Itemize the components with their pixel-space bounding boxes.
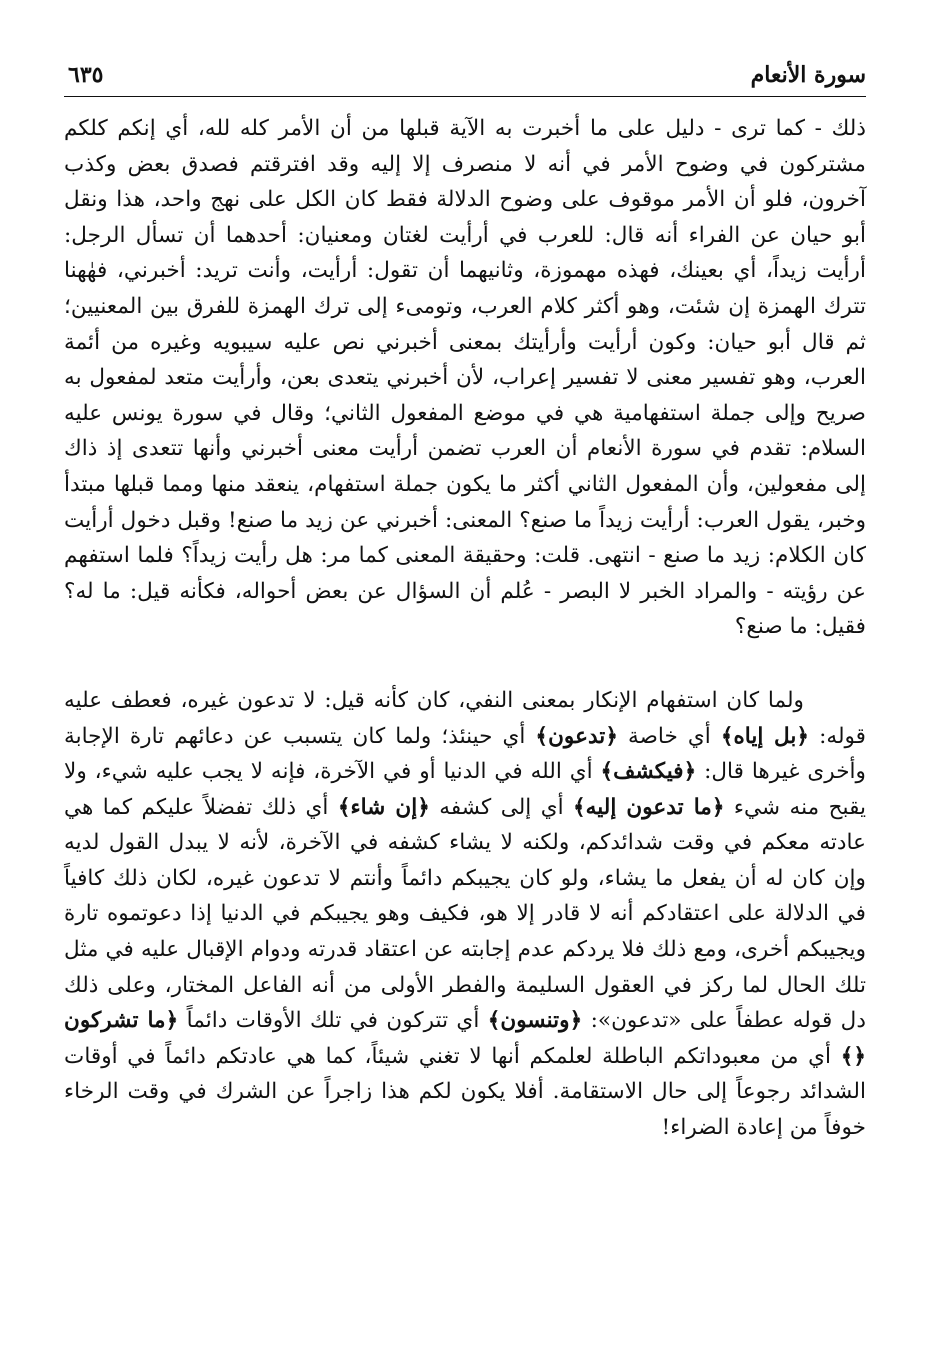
quran-phrase-5: ﴿إن شاء﴾: [337, 794, 430, 820]
paragraph-2-text-4: أي الله في الدنيا أو في الآخرة، فإنه لا يجب عليه شيء، ولا يقبح منه شيء: [64, 759, 866, 820]
paragraph-2-text-5: أي إلى كشفه: [429, 794, 574, 820]
paragraph-2-text-7: أي تتركون في تلك الأوقات دائماً: [178, 1008, 488, 1034]
quran-phrase-3: ﴿فيكشف﴾: [600, 759, 697, 785]
paragraph-2-text-3: أي حينئذ؛ ولما كان يتسبب عن دعائهم تارة الإجابة وأخرى غيرها قال:: [64, 723, 866, 785]
paragraph-2: [64, 683, 866, 1146]
book-page: [64, 54, 866, 1304]
paragraph-2-text-8: أي من معبوداتكم الباطلة لعلمكم أنها لا تغني شيئاً، كما هي عادتكم دائماً في أوقات الشدائد رجوعاً إلى حال الاستقامة. أفلا يكون لكم هذا زاجراً عن الشرك في وقت الرخاء خوفاً من إعادة الضراء!: [64, 1043, 866, 1141]
quran-phrase-4: ﴿ما تدعون إليه﴾: [573, 794, 725, 820]
quran-phrase-6: ﴿وتنسون﴾: [487, 1008, 583, 1034]
page-header: [64, 54, 866, 97]
surah-title: سورة الأنعام: [750, 62, 866, 88]
quran-phrase-2: ﴿تدعون﴾: [535, 723, 618, 749]
paragraph-1: ذلك - كما ترى - دليل على ما أخبرت به الآية قبلها من أن الأمر كله لله، أي إنكم كلكم مشتركون في وضوح الأمر في أنه لا منصرف إلا إليه وقد افترقتم فصدق بعض وكذب آخرون، فلو أن الأمر موقوف على وضوح الدلالة فقط كان الكل على نهج واحد، هذا ونقل أبو حيان عن الفراء أنه قال: للعرب في أرأيت لغتان ومعنيان: أحدهما أن تسأل الرجل: أرأيت زيداً، أي بعينك، فهذه مهموزة، وثانيهما أن تقول: أرأيت، وأنت تريد: أخبرني، فهٰهنا تترك الهمزة إن شئت، وهو أكثر كلام العرب، وتومىء إلى ترك الهمزة للفرق بين المعنيين؛ ثم قال أبو حيان: وكون أرأيت وأرأيتك بمعنى أخبرني نص عليه سيبويه وغيره من أئمة العرب، وهو تفسير معنى لا تفسير إعراب، لأن أخبرني يتعدى بعن، وأرأيت متعد لمفعول به صريح وإلى جملة استفهامية هي في موضع المفعول الثاني؛ وقال في سورة يونس عليه السلام: تقدم في سورة الأنعام أن العرب تضمن أرأيت معنى أخبرني وأنها تتعدى إذ ذاك إلى مفعولين، وأن المفعول الثاني أكثر ما يكون جملة استفهام، ينعقد منها ومما قبلها مبتدأ وخبر، يقول العرب: أرأيت زيداً ما صنع؟ المعنى: أخبرني عن زيد ما صنع! وقبل دخول أرأيت كان الكلام: زيد ما صنع - انتهى. قلت: وحقيقة المعنى كما مر: هل رأيت زيداً؟ فلما استفهم عن رؤيته - والمراد الخبر لا البصر - عُلم أن السؤال عن بعض أحواله، فكأنه قيل: ما له؟ فقيل: ما صنع؟: [64, 116, 866, 640]
quran-phrase-1: ﴿بل إياه﴾: [720, 723, 810, 749]
quran-phrase-7: ﴿ما تشركون ﴿﴾: [64, 1008, 866, 1069]
page-number: ٦٣٥: [68, 62, 104, 88]
paragraph-2-text-1: ولما كان استفهام الإنكار بمعنى النفي، كان كأنه قيل: لا تدعون غيره، فعطف عليه قوله:: [64, 687, 866, 749]
paragraph-2-text-2: أي خاصة: [617, 723, 721, 749]
paragraph-2-text-6: أي ذلك تفضلاً عليكم كما هي عادته معكم في وقت شدائدكم، ولكنه لا يشاء كشفه في الآخرة، لأنه لا يبدل القول لديه وإن كان له أن يفعل ما يشاء، ولو كان يجيبكم دائماً وأنتم لا تدعون غيره، لكان ذلك كافياً في الدلالة على اعتقادكم أنه لا قادر إلا هو، فكيف وهو يجيبكم في الدنيا إذا دعوتموه تارة ويجيبكم أخرى، ومع ذلك فلا يردكم عدم إجابته عن اعتقاد قدرته ودوام الإقبال عليه في مثل تلك الحال لما ركز في العقول السليمة والفطر الأولى من أنه الفاعل المختار، وعلى ذلك دل قوله عطفاً على «تدعون»:: [64, 794, 866, 1034]
